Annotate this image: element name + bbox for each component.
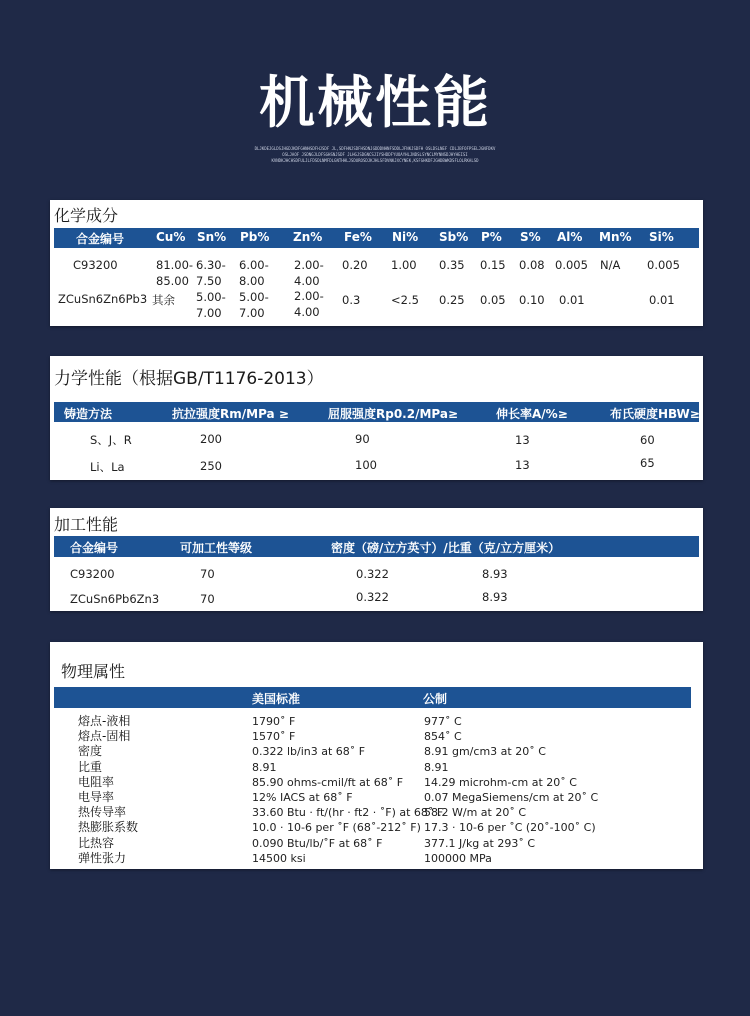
physical-header-cell: 美国标准 [252,692,301,706]
composition-cell: 5.00- 7.00 [196,290,226,320]
composition-header-cell: P% [481,230,502,244]
mechanical-header-cell: 铸造方法 [64,407,113,421]
mechanical-cell: S、J、R [90,433,132,447]
mechanical-header [54,402,699,422]
composition-cell: 81.00- 85.00 [156,258,194,288]
composition-cell: N/A [600,258,621,272]
composition-header-cell: Si% [649,230,674,244]
mechanical-cell: Li、La [90,460,125,474]
composition-cell: 0.005 [647,258,680,272]
mechanical-header-cell: 抗拉强度Rm/MPa ≥ [172,407,289,421]
physical-metric-value: 17.3 · 10-6 per ˚C (20˚-100˚ C) [424,821,596,835]
processing-header-cell: 密度（磅/立方英寸）/比重（克/立方厘米） [331,541,561,555]
physical-us-value: 1790˚ F [252,715,296,728]
physical-label: 电导率 [78,790,115,804]
processing-cell: 0.322 [356,567,389,581]
composition-header-cell: S% [520,230,541,244]
composition-cell: 0.25 [439,293,465,307]
composition-cell: 0.20 [342,258,368,272]
physical-metric-value: 58.2 W/m at 20˚ C [424,806,527,820]
mechanical-header-cell: 屈服强度Rp0.2/MPa≥ [328,407,459,421]
physical-us-value: 14500 ksi [252,851,306,865]
composition-cell: 2.00- 4.00 [294,289,324,319]
physical-us-value: 1570˚ F [252,730,296,744]
mechanical-cell: 250 [200,459,222,473]
physical-label: 熔点-固相 [78,729,131,744]
composition-cell: <2.5 [391,293,419,307]
processing-card [50,508,703,611]
composition-title: 化学成分 [54,206,119,225]
composition-header-cell: Sn% [197,230,227,244]
physical-label: 热膨胀系数 [78,820,139,835]
composition-header-cell: Zn% [293,230,323,244]
physical-us-value: 10.0 · 10-6 per ˚F (68˚-212˚ F) [252,821,421,835]
physical-us-value: 0.090 Btu/lb/˚F at 68˚ F [252,836,383,850]
composition-cell: 6.00- 8.00 [239,258,269,288]
physical-label: 电阻率 [78,774,115,789]
composition-header-cell: Cu% [156,230,186,244]
physical-metric-value: 8.91 [424,760,449,774]
composition-cell: 2.00- 4.00 [294,258,324,288]
composition-cell: 5.00- 7.00 [239,290,269,320]
physical-metric-value: 8.91 gm/cm3 at 20˚ C [424,745,546,759]
physical-label: 弹性张力 [78,850,127,865]
mechanical-cell: 13 [515,433,530,447]
subtitle-line: KVNDKJHCHSDFULJLFDSDLNMFDLGNTHHLJSDUROSDJKJHLSFDVNKJXCYNEK,KSFGHKDFJGHDBWKDSFLOLRKALSD [271,158,479,163]
composition-cell: 0.35 [439,258,465,272]
composition-cell: 0.01 [649,293,675,307]
composition-cell: 0.08 [519,258,545,272]
physical-header-cell: 公制 [423,692,448,706]
composition-header-cell: Al% [557,230,583,244]
composition-card [50,200,703,326]
physical-us-value: 0.322 lb/in3 at 68˚ F [252,745,366,759]
composition-cell: 0.005 [555,258,588,272]
composition-header-cell: 合金编号 [76,232,125,246]
processing-cell: 0.322 [356,590,389,604]
physical-metric-value: 854˚ C [424,730,462,744]
physical-us-value: 12% IACS at 68˚ F [252,791,353,804]
processing-header [54,536,699,557]
processing-cell: C93200 [70,567,115,581]
processing-title: 加工性能 [54,515,119,534]
mechanical-cell: 65 [640,456,655,470]
physical-label: 比重 [78,759,103,774]
subtitle-line: DLJKDEJGLDSJHGDJKDFGHNHSDFHJSDF JL,SDFHNJSDFHSDNJGDDDNHNFSDDLJFNKJSDFH OSLDSLNEF CDLJBFOFPSELJGNFDKV [254,146,496,151]
composition-cell: 0.15 [480,258,506,272]
physical-card [50,642,703,869]
physical-label: 熔点-液相 [78,714,131,728]
composition-header-cell: Sb% [439,230,469,244]
physical-us-value: 33.60 Btu · ft/(hr · ft2 · ˚F) at 68˚ F [252,806,444,820]
physical-us-value: 85.90 ohms-cmil/ft at 68˚ F [252,775,404,789]
mechanical-card [50,356,703,480]
processing-cell: ZCuSn6Pb6Zn3 [70,592,160,606]
physical-label: 热传导率 [78,805,127,820]
mechanical-cell: 100 [355,458,377,472]
physical-title: 物理属性 [61,662,126,681]
mechanical-cell: 13 [515,458,530,472]
composition-cell: 1.00 [391,258,417,272]
physical-metric-value: 977˚ C [424,715,462,728]
physical-label: 比热容 [78,835,115,850]
composition-cell: 其余 [152,293,175,307]
composition-cell: 0.10 [519,293,545,307]
physical-metric-value: 14.29 microhm-cm at 20˚ C [424,775,577,789]
page-title: 机械性能 [259,71,491,136]
physical-metric-value: 377.1 J/kg at 293˚ C [424,836,536,850]
processing-header-cell: 合金编号 [70,541,119,555]
composition-header-cell: Mn% [599,230,632,244]
processing-cell: 70 [200,567,215,581]
composition-header-cell: Ni% [392,230,419,244]
composition-header [54,228,699,248]
physical-metric-value: 0.07 MegaSiemens/cm at 20˚ C [424,791,599,804]
composition-cell: ZCuSn6Zn6Pb3 [58,292,148,306]
physical-us-value: 8.91 [252,760,277,774]
processing-cell: 70 [200,592,215,606]
physical-header [54,687,691,708]
composition-cell: 0.3 [342,293,361,307]
composition-cell: 0.01 [559,293,585,307]
processing-cell: 8.93 [482,567,508,581]
mechanical-header-cell: 伸长率A/%≥ [496,407,568,421]
mechanical-header-cell: 布氏硬度HBW≥ [610,407,700,421]
composition-header-cell: Pb% [240,230,270,244]
composition-cell: C93200 [73,258,118,272]
composition-header-cell: Fe% [344,230,372,244]
physical-label: 密度 [78,744,103,759]
mechanical-cell: 90 [355,432,370,446]
mechanical-cell: 200 [200,432,222,446]
mechanical-cell: 60 [640,433,655,447]
composition-cell: 6.30- 7.50 [196,258,226,288]
processing-header-cell: 可加工性等级 [180,541,253,555]
processing-cell: 8.93 [482,590,508,604]
physical-metric-value: 100000 MPa [424,851,492,865]
mechanical-title: 力学性能（根据GB/T1176-2013） [54,369,324,389]
subtitle-line: OSLJAOF JSDNGJLDFSGHSNJSDF JLHGJSDGNCSJIYSHDDFYUOAYHLJNDSLSYNCLMYNNSDJHYHEISI [282,152,468,157]
composition-cell: 0.05 [480,293,506,307]
